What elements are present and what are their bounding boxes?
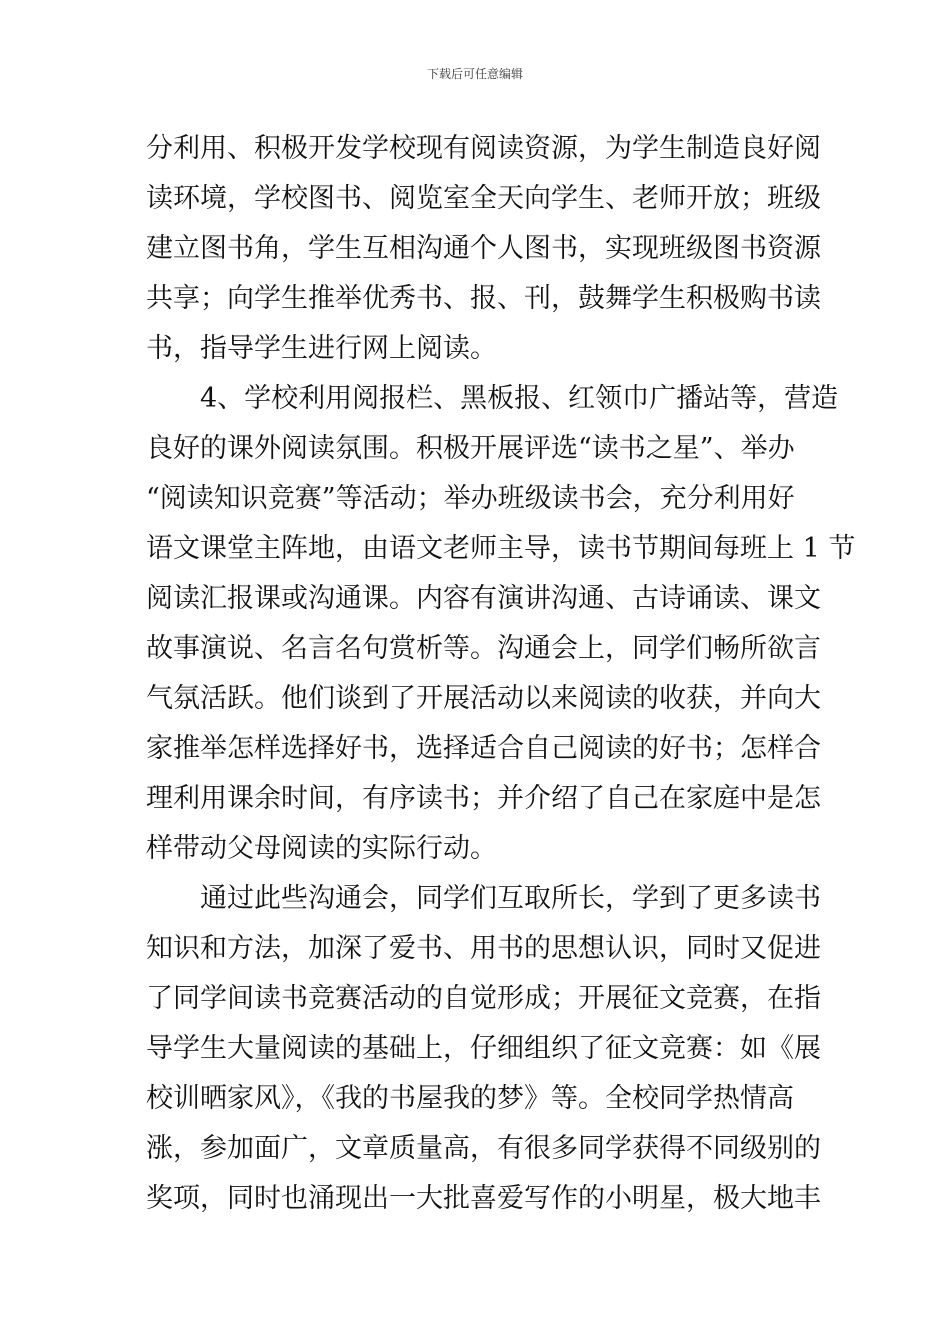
text-line: 语文课堂主阵地，由语文老师主导，读书节期间每班上 1 节 [146,533,856,564]
text-line: 涨，参加面广，文章质量高，有很多同学获得不同级别的 [146,1133,821,1164]
text-line: 读环境，学校图书、阅览室全天向学生、老师开放；班级 [146,183,821,214]
text-line: 了同学间读书竞赛活动的自觉形成；开展征文竞赛，在指 [146,983,821,1014]
text-line: 良好的课外阅读氛围。积极开展评选“读书之星”、举办 [146,433,795,464]
text-line: 4、学校利用阅报栏、黑板报、红领巾广播站等，营造 [200,383,839,414]
text-line: 通过此些沟通会，同学们互取所长，学到了更多读书 [200,883,821,914]
text-line: 书，指导学生进行网上阅读。 [146,333,497,364]
text-line: 故事演说、名言名句赏析等。沟通会上，同学们畅所欲言 [146,633,821,664]
text-line: 气氛活跃。他们谈到了开展活动以来阅读的收获，并向大 [146,683,821,714]
text-line: 家推举怎样选择好书，选择适合自己阅读的好书；怎样合 [146,733,821,764]
text-line: 共享；向学生推举优秀书、报、刊，鼓舞学生积极购书读 [146,283,821,314]
text-line: 建立图书角，学生互相沟通个人图书，实现班级图书资源 [146,233,821,264]
text-line: 奖项，同时也涌现出一大批喜爱写作的小明星，极大地丰 [146,1183,821,1214]
text-line: 阅读汇报课或沟通课。内容有演讲沟通、古诗诵读、课文 [146,583,821,614]
text-line: 样带动父母阅读的实际行动。 [146,833,497,864]
text-line: 知识和方法，加深了爱书、用书的思想认识，同时又促进 [146,933,821,964]
text-line: 导学生大量阅读的基础上，仔细组织了征文竞赛：如《展 [146,1033,821,1064]
text-line: 理利用课余时间，有序读书；并介绍了自己在家庭中是怎 [146,783,821,814]
text-line: “阅读知识竞赛”等活动；举办班级读书会，充分利用好 [146,483,795,514]
text-line: 分利用、积极开发学校现有阅读资源，为学生制造良好阅 [146,133,821,164]
page-header: 下载后可任意编辑 [426,67,523,81]
text-line: 校训晒家风》，《我的书屋我的梦》等。全校同学热情高 [146,1083,794,1114]
